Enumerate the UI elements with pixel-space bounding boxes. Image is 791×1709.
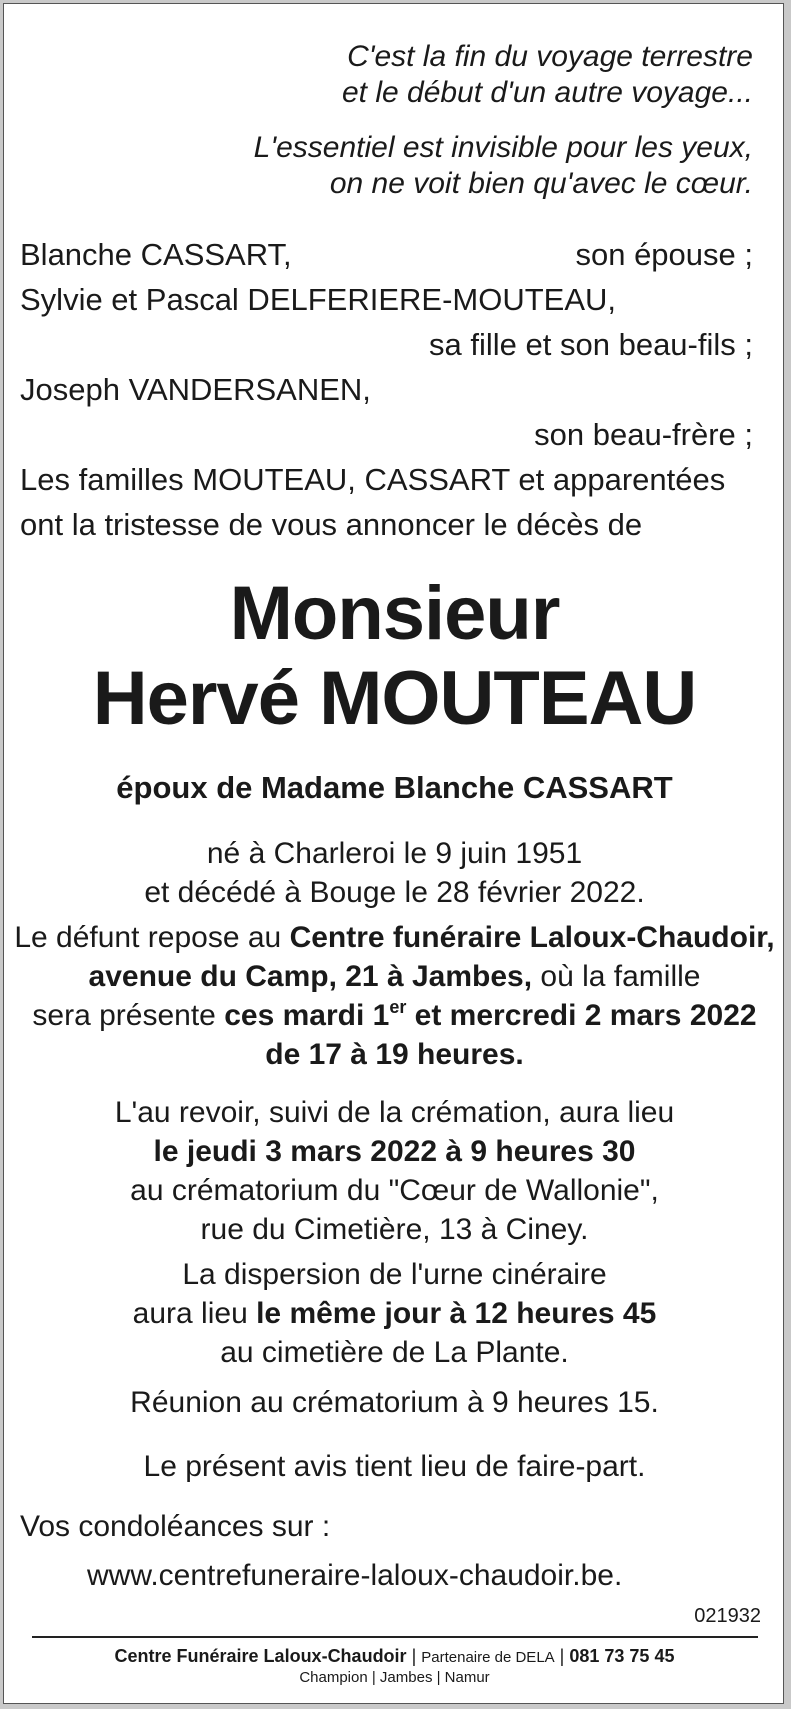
brother-name: Joseph VANDERSANEN, xyxy=(20,372,371,407)
dispersion-line-2: aura lieu le même jour à 12 heures 45 xyxy=(132,1297,657,1330)
condolences-url[interactable]: www.centrefuneraire-laloux-chaudoir.be. xyxy=(87,1559,623,1592)
ceremony-line-4: rue du Cimetière, 13 à Ciney. xyxy=(200,1213,589,1246)
spouse-of: époux de Madame Blanche CASSART xyxy=(116,770,673,805)
quote-2-line-2: on ne voit bien qu'avec le cœur. xyxy=(329,167,753,200)
footer-partner: Partenaire de DELA xyxy=(421,1649,555,1666)
ceremony-line-2: le jeudi 3 mars 2022 à 9 heures 30 xyxy=(153,1135,636,1168)
quote-2-line-1: L'essentiel est invisible pour les yeux, xyxy=(253,131,753,164)
footer-company: Centre Funéraire Laloux-Chaudoir xyxy=(114,1646,407,1666)
repose-line-4: de 17 à 19 heures. xyxy=(265,1038,524,1071)
footer-divider xyxy=(32,1636,758,1638)
daughter-name: Sylvie et Pascal DELFERIERE-MOUTEAU, xyxy=(20,282,617,317)
spouse-name: Blanche CASSART, xyxy=(20,237,292,272)
families-line: Les familles MOUTEAU, CASSART et apparentées xyxy=(20,462,726,497)
reference-number: 021932 xyxy=(694,1605,761,1627)
deceased-title: Monsieur xyxy=(229,571,560,656)
dispersion-line-3: au cimetière de La Plante. xyxy=(220,1336,569,1369)
footer-phone: 081 73 75 45 xyxy=(569,1646,675,1666)
repose-line-3: sera présente ces mardi 1er et mercredi 2 mars 2022 xyxy=(32,997,757,1032)
obituary-page xyxy=(3,3,784,1704)
condolences-label: Vos condoléances sur : xyxy=(20,1510,331,1543)
ceremony-line-1: L'au revoir, suivi de la crémation, aura lieu xyxy=(114,1096,675,1129)
repose-line-1: Le défunt repose au Centre funéraire Laloux-Chaudoir, xyxy=(14,921,775,954)
death-line: et décédé à Bouge le 28 février 2022. xyxy=(144,876,645,909)
birth-line: né à Charleroi le 9 juin 1951 xyxy=(206,837,583,870)
daughter-role: sa fille et son beau-fils ; xyxy=(429,327,753,362)
quote-1-line-1: C'est la fin du voyage terrestre xyxy=(347,40,753,73)
deceased-name: Hervé MOUTEAU xyxy=(92,656,697,741)
spouse-role: son épouse ; xyxy=(575,237,753,272)
quote-1-line-2: et le début d'un autre voyage... xyxy=(341,76,753,109)
meeting-line: Réunion au crématorium à 9 heures 15. xyxy=(130,1386,659,1419)
repose-line-2: avenue du Camp, 21 à Jambes, où la famille xyxy=(88,960,701,993)
footer-locations: Champion | Jambes | Namur xyxy=(299,1669,490,1686)
ceremony-line-3: au crématorium du "Cœur de Wallonie", xyxy=(130,1174,659,1207)
announce-line: ont la tristesse de vous annoncer le décès de xyxy=(20,507,643,542)
brother-role: son beau-frère ; xyxy=(534,417,753,452)
notice-line: Le présent avis tient lieu de faire-part. xyxy=(143,1450,646,1483)
dispersion-line-1: La dispersion de l'urne cinéraire xyxy=(182,1258,607,1291)
footer-company-line: Centre Funéraire Laloux-Chaudoir | Partenaire de DELA | 081 73 75 45 xyxy=(114,1646,675,1666)
